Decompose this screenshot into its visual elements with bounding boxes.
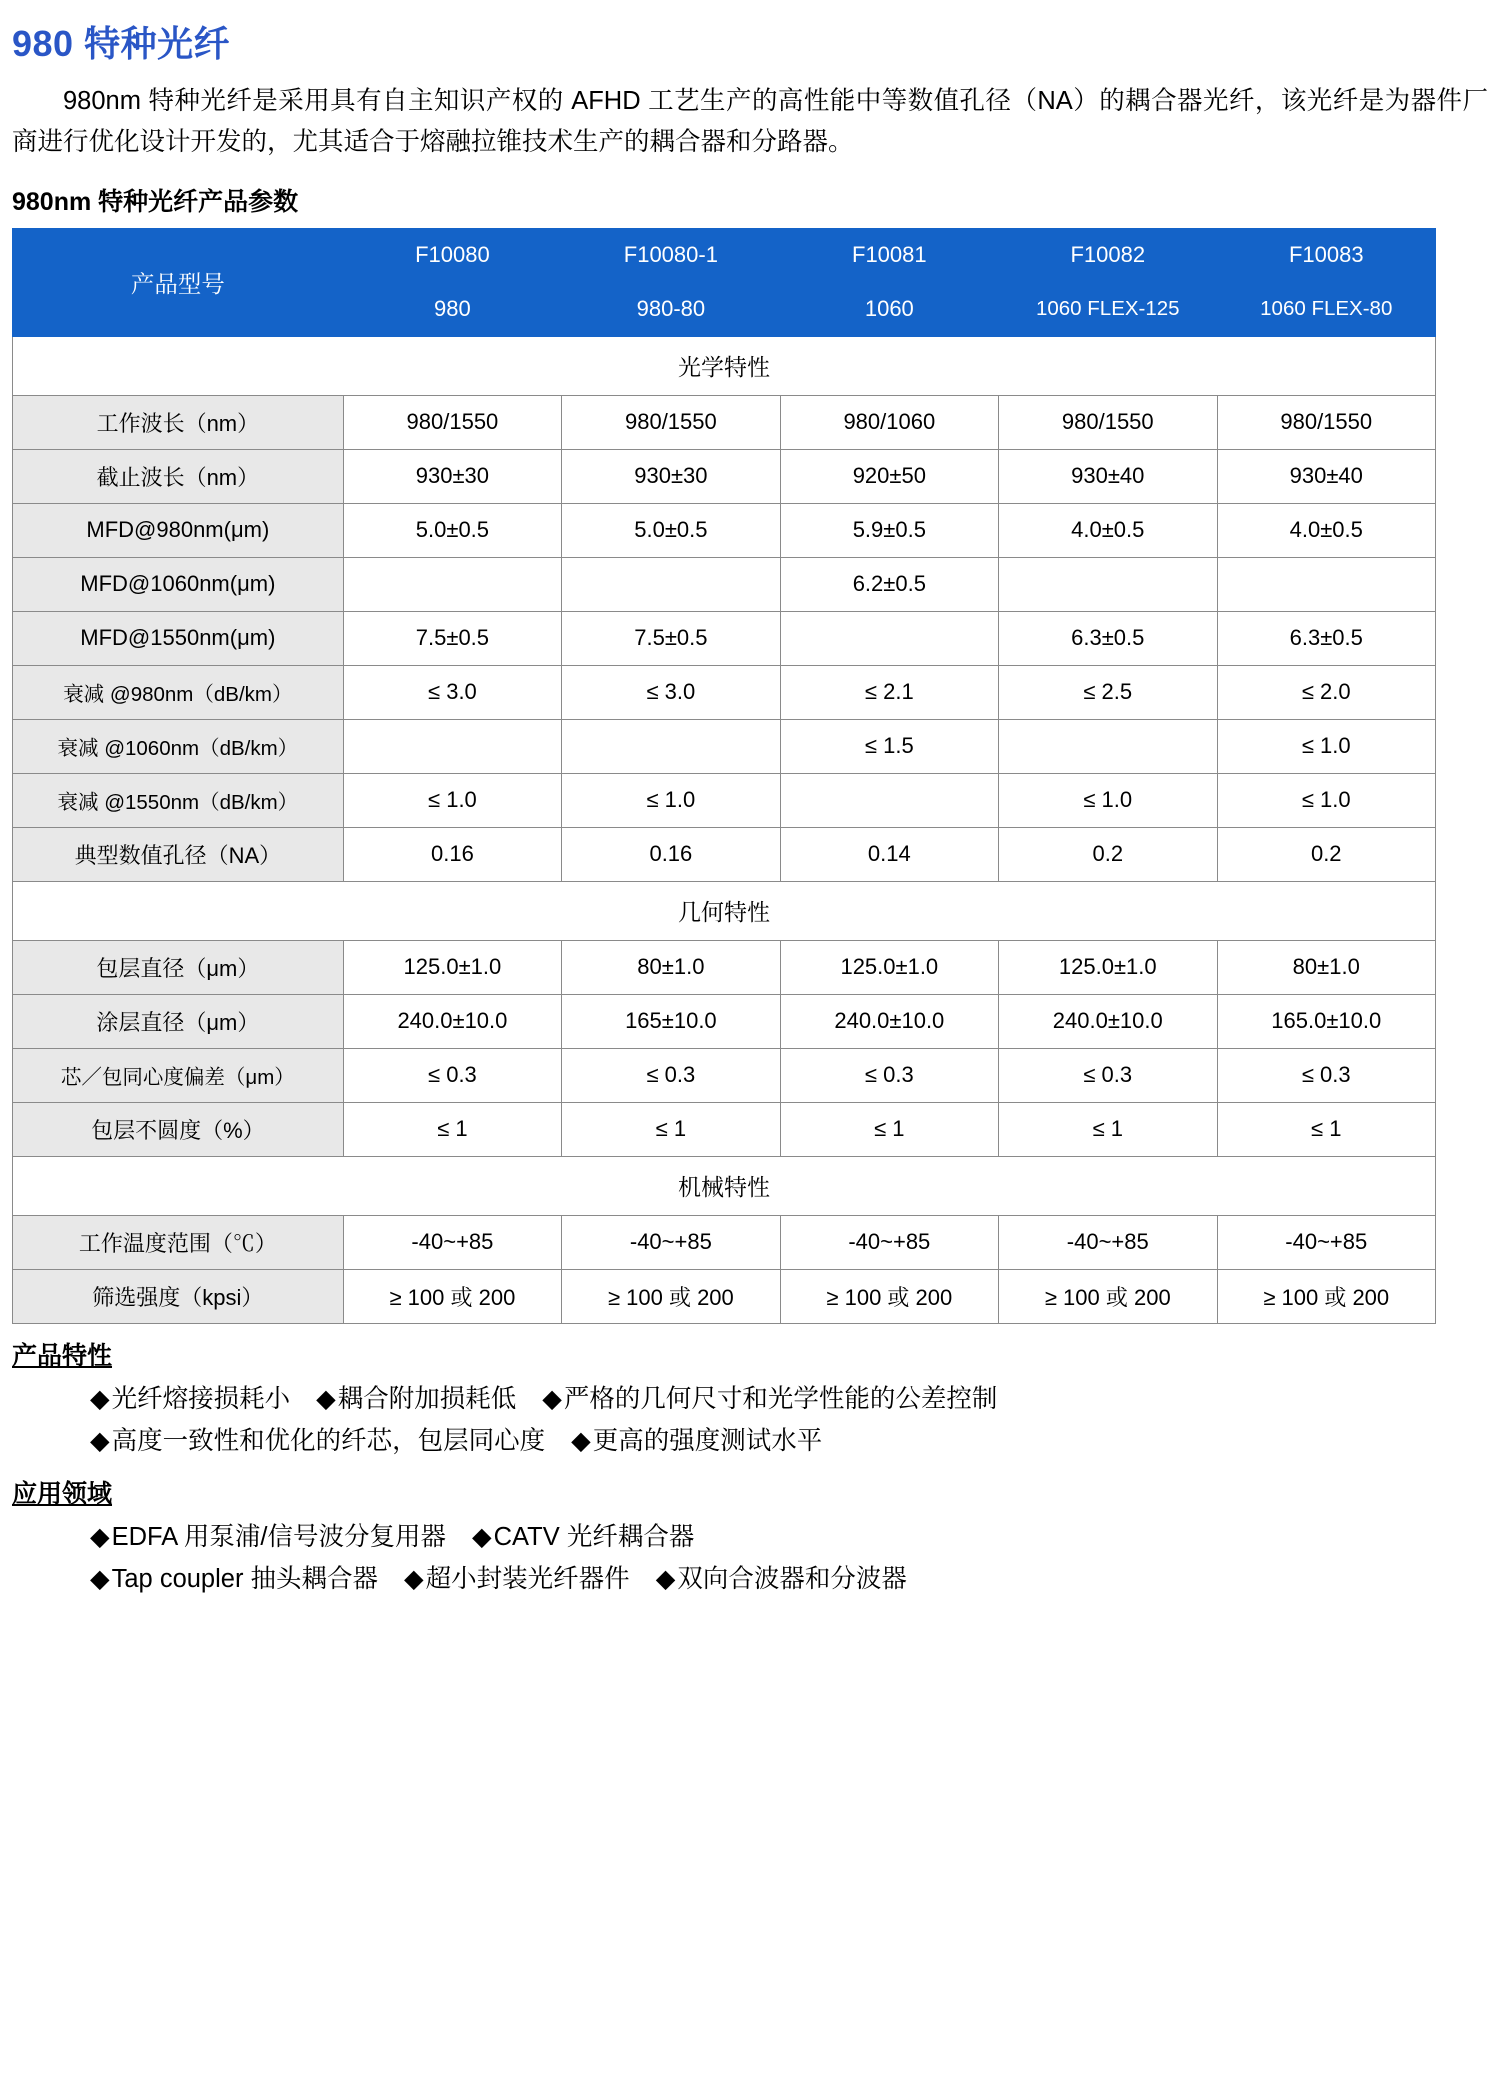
header-name-0: 980 <box>343 282 561 336</box>
application-item: Tap coupler 抽头耦合器 <box>111 1564 379 1593</box>
bullet-diamond-icon: ◆ <box>472 1522 492 1551</box>
cell-value <box>562 557 780 611</box>
cell-value: 0.14 <box>780 827 998 881</box>
bullet-diamond-icon: ◆ <box>90 1522 110 1551</box>
row-label: 衰减 @1550nm（dB/km） <box>13 773 344 827</box>
cell-value: -40~+85 <box>343 1215 561 1269</box>
row-label: 典型数值孔径（NA） <box>13 827 344 881</box>
cell-value: 4.0±0.5 <box>999 503 1217 557</box>
row-label: 包层不圆度（%） <box>13 1102 344 1156</box>
cell-value: ≤ 1.0 <box>562 773 780 827</box>
cell-value: 80±1.0 <box>1217 940 1436 994</box>
cell-value: ≤ 2.0 <box>1217 665 1436 719</box>
header-name-3: 1060 FLEX-125 <box>999 282 1217 336</box>
header-name-4: 1060 FLEX-80 <box>1217 282 1436 336</box>
group-title-geometric: 几何特性 <box>13 881 1436 940</box>
row-label: 包层直径（μm） <box>13 940 344 994</box>
group-row-optical <box>13 336 1436 395</box>
row-label: 芯／包同心度偏差（μm） <box>13 1048 344 1102</box>
page-title: 980 特种光纤 <box>12 23 231 64</box>
header-name-1: 980-80 <box>562 282 780 336</box>
row-label: 工作温度范围（℃） <box>13 1215 344 1269</box>
cell-value <box>343 719 561 773</box>
table-row <box>13 1102 1436 1156</box>
cell-value: ≤ 1.0 <box>343 773 561 827</box>
cell-value: 920±50 <box>780 449 998 503</box>
cell-value: 6.3±0.5 <box>999 611 1217 665</box>
row-label: MFD@980nm(μm) <box>13 503 344 557</box>
table-row <box>13 449 1436 503</box>
cell-value: 240.0±10.0 <box>343 994 561 1048</box>
cell-value: 980/1060 <box>780 395 998 449</box>
table-body <box>13 336 1436 1323</box>
cell-value: 930±30 <box>562 449 780 503</box>
cell-value: 6.2±0.5 <box>780 557 998 611</box>
bullet-diamond-icon: ◆ <box>542 1384 562 1413</box>
cell-value: 0.2 <box>999 827 1217 881</box>
application-item: 超小封装光纤器件 <box>425 1564 630 1593</box>
cell-value: 6.3±0.5 <box>1217 611 1436 665</box>
cell-value: ≥ 100 或 200 <box>1217 1269 1436 1323</box>
bullet-diamond-icon: ◆ <box>571 1426 591 1455</box>
group-title-mechanical: 机械特性 <box>13 1156 1436 1215</box>
cell-value: 7.5±0.5 <box>562 611 780 665</box>
table-row <box>13 994 1436 1048</box>
cell-value: ≤ 1 <box>343 1102 561 1156</box>
cell-value: 125.0±1.0 <box>780 940 998 994</box>
cell-value: ≤ 1.0 <box>1217 719 1436 773</box>
feature-item: 高度一致性和优化的纤芯，包层同心度 <box>111 1426 546 1455</box>
cell-value: ≤ 0.3 <box>343 1048 561 1102</box>
cell-value: -40~+85 <box>780 1215 998 1269</box>
cell-value: 980/1550 <box>999 395 1217 449</box>
header-model-3: F10082 <box>999 228 1217 282</box>
applications-heading: 应用领域 <box>12 1479 113 1508</box>
row-label: 衰减 @980nm（dB/km） <box>13 665 344 719</box>
cell-value: ≥ 100 或 200 <box>780 1269 998 1323</box>
cell-value <box>780 611 998 665</box>
specification-table <box>12 228 1436 1324</box>
cell-value: ≤ 0.3 <box>562 1048 780 1102</box>
header-model-2: F10081 <box>780 228 998 282</box>
application-item: CATV 光纤耦合器 <box>493 1522 695 1551</box>
cell-value: 5.0±0.5 <box>562 503 780 557</box>
features-line <box>90 1378 1488 1420</box>
cell-value: ≤ 0.3 <box>999 1048 1217 1102</box>
cell-value: 4.0±0.5 <box>1217 503 1436 557</box>
cell-value: ≤ 1 <box>999 1102 1217 1156</box>
cell-value: ≤ 2.1 <box>780 665 998 719</box>
cell-value: ≤ 3.0 <box>562 665 780 719</box>
table-row <box>13 557 1436 611</box>
header-name-2: 1060 <box>780 282 998 336</box>
cell-value: 0.16 <box>343 827 561 881</box>
cell-value: ≤ 1.0 <box>999 773 1217 827</box>
cell-value <box>999 719 1217 773</box>
table-row <box>13 1215 1436 1269</box>
feature-item: 光纤熔接损耗小 <box>111 1384 291 1413</box>
group-title-optical: 光学特性 <box>13 336 1436 395</box>
table-header <box>13 228 1436 336</box>
cell-value: ≤ 1 <box>562 1102 780 1156</box>
cell-value: ≤ 0.3 <box>780 1048 998 1102</box>
cell-value: -40~+85 <box>1217 1215 1436 1269</box>
cell-value: ≤ 1 <box>1217 1102 1436 1156</box>
cell-value: ≤ 1 <box>780 1102 998 1156</box>
bullet-diamond-icon: ◆ <box>655 1564 676 1593</box>
cell-value <box>1217 557 1436 611</box>
cell-value: ≥ 100 或 200 <box>562 1269 780 1323</box>
table-row <box>13 719 1436 773</box>
cell-value <box>343 557 561 611</box>
cell-value: 165.0±10.0 <box>1217 994 1436 1048</box>
cell-value <box>562 719 780 773</box>
table-row <box>13 503 1436 557</box>
cell-value: ≥ 100 或 200 <box>343 1269 561 1323</box>
row-label: 筛选强度（kpsi） <box>13 1269 344 1323</box>
feature-item: 耦合附加损耗低 <box>337 1384 517 1413</box>
table-row <box>13 611 1436 665</box>
cell-value: 240.0±10.0 <box>999 994 1217 1048</box>
cell-value: 980/1550 <box>562 395 780 449</box>
feature-item: 更高的强度测试水平 <box>592 1426 823 1455</box>
features-heading: 产品特性 <box>12 1341 113 1370</box>
row-label: MFD@1550nm(μm) <box>13 611 344 665</box>
cell-value: 0.2 <box>1217 827 1436 881</box>
table-heading: 980nm 特种光纤产品参数 <box>12 187 299 216</box>
header-model-1: F10080-1 <box>562 228 780 282</box>
cell-value: 165±10.0 <box>562 994 780 1048</box>
row-label: 涂层直径（μm） <box>13 994 344 1048</box>
bullet-diamond-icon: ◆ <box>316 1384 336 1413</box>
table-row <box>13 940 1436 994</box>
group-row-mechanical <box>13 1156 1436 1215</box>
cell-value: ≥ 100 或 200 <box>999 1269 1217 1323</box>
applications-section <box>12 1462 1488 1600</box>
cell-value: ≤ 1.0 <box>1217 773 1436 827</box>
cell-value: -40~+85 <box>562 1215 780 1269</box>
bullet-diamond-icon: ◆ <box>90 1564 110 1593</box>
row-label: 衰减 @1060nm（dB/km） <box>13 719 344 773</box>
table-row <box>13 395 1436 449</box>
cell-value: 5.9±0.5 <box>780 503 998 557</box>
bullet-diamond-icon: ◆ <box>90 1384 110 1413</box>
features-line <box>90 1420 1488 1462</box>
cell-value <box>999 557 1217 611</box>
cell-value <box>780 773 998 827</box>
application-item: 双向合波器和分波器 <box>677 1564 907 1593</box>
cell-value: 930±30 <box>343 449 561 503</box>
cell-value: 980/1550 <box>343 395 561 449</box>
features-list <box>12 1378 1488 1462</box>
cell-value: 5.0±0.5 <box>343 503 561 557</box>
cell-value: ≤ 0.3 <box>1217 1048 1436 1102</box>
bullet-diamond-icon: ◆ <box>404 1564 424 1593</box>
table-row <box>13 665 1436 719</box>
header-model-label: 产品型号 <box>13 228 344 336</box>
table-row <box>13 1269 1436 1323</box>
cell-value: ≤ 3.0 <box>343 665 561 719</box>
intro-paragraph: 980nm 特种光纤是采用具有自主知识产权的 AFHD 工艺生产的高性能中等数值孔径（NA）的耦合器光纤，该光纤是为器件厂商进行优化设计开发的，尤其适合于熔融拉锥技术生产的耦合器和分路器。 <box>12 87 1488 157</box>
feature-item: 严格的几何尺寸和光学性能的公差控制 <box>563 1384 998 1413</box>
cell-value: 240.0±10.0 <box>780 994 998 1048</box>
row-label: MFD@1060nm(μm) <box>13 557 344 611</box>
cell-value: 980/1550 <box>1217 395 1436 449</box>
row-label: 截止波长（nm） <box>13 449 344 503</box>
application-item: EDFA 用泵浦/信号波分复用器 <box>111 1522 446 1551</box>
cell-value: 7.5±0.5 <box>343 611 561 665</box>
table-header-row-models <box>13 228 1436 282</box>
cell-value: 0.16 <box>562 827 780 881</box>
cell-value: ≤ 2.5 <box>999 665 1217 719</box>
features-section <box>12 1324 1488 1462</box>
applications-list <box>12 1516 1488 1600</box>
cell-value: ≤ 1.5 <box>780 719 998 773</box>
cell-value: 80±1.0 <box>562 940 780 994</box>
table-row <box>13 773 1436 827</box>
cell-value: -40~+85 <box>999 1215 1217 1269</box>
cell-value: 930±40 <box>1217 449 1436 503</box>
cell-value: 930±40 <box>999 449 1217 503</box>
bullet-diamond-icon: ◆ <box>90 1426 110 1455</box>
table-row <box>13 827 1436 881</box>
applications-line <box>90 1558 1488 1600</box>
header-model-0: F10080 <box>343 228 561 282</box>
row-label: 工作波长（nm） <box>13 395 344 449</box>
cell-value: 125.0±1.0 <box>999 940 1217 994</box>
group-row-geometric <box>13 881 1436 940</box>
cell-value: 125.0±1.0 <box>343 940 561 994</box>
header-model-4: F10083 <box>1217 228 1436 282</box>
applications-line <box>90 1516 1488 1558</box>
table-row <box>13 1048 1436 1102</box>
